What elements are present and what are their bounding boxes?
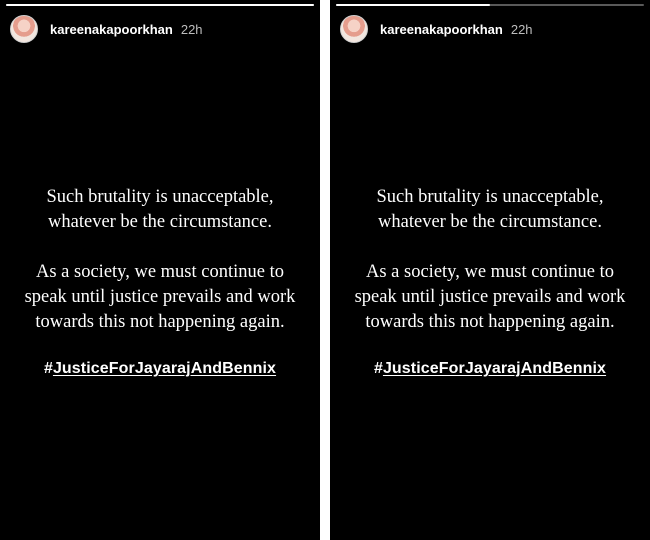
post-time: 22h — [510, 21, 533, 37]
story-progress-fill — [336, 4, 490, 6]
hashtag — [330, 360, 650, 378]
story-panel-right[interactable] — [330, 0, 650, 540]
hashtag-link[interactable]: JusticeForJayarajAndBennix — [52, 360, 277, 377]
text-line: As a society, we must continue to — [36, 262, 284, 282]
story-progress-fill — [6, 4, 314, 6]
story-panel-left[interactable] — [0, 0, 320, 540]
hashtag-symbol: # — [43, 360, 53, 377]
story-progress-bar — [336, 4, 644, 6]
story-paragraph-2 — [330, 260, 650, 335]
story-paragraph-1 — [0, 185, 320, 235]
text-line: Such brutality is unacceptable, — [376, 187, 604, 207]
text-line: whatever be the circumstance. — [48, 212, 272, 232]
story-paragraph-2 — [0, 260, 320, 335]
story-paragraph-1 — [330, 185, 650, 235]
story-progress-bar — [6, 4, 314, 6]
story-header — [340, 14, 640, 44]
hashtag-symbol: # — [373, 360, 383, 377]
hashtag — [0, 360, 320, 378]
post-time: 22h — [180, 21, 203, 37]
text-line: speak until justice prevails and work — [354, 287, 626, 307]
text-line: Such brutality is unacceptable, — [46, 187, 274, 207]
username[interactable]: kareenakapoorkhan — [50, 21, 173, 37]
story-header — [10, 14, 310, 44]
text-line: towards this not happening again. — [35, 312, 285, 332]
avatar[interactable] — [10, 15, 38, 43]
text-line: As a society, we must continue to — [366, 262, 614, 282]
text-line: whatever be the circumstance. — [378, 212, 602, 232]
username[interactable]: kareenakapoorkhan — [380, 21, 503, 37]
text-line: speak until justice prevails and work — [24, 287, 296, 307]
text-line: towards this not happening again. — [365, 312, 615, 332]
hashtag-link[interactable]: JusticeForJayarajAndBennix — [382, 360, 607, 377]
avatar[interactable] — [340, 15, 368, 43]
